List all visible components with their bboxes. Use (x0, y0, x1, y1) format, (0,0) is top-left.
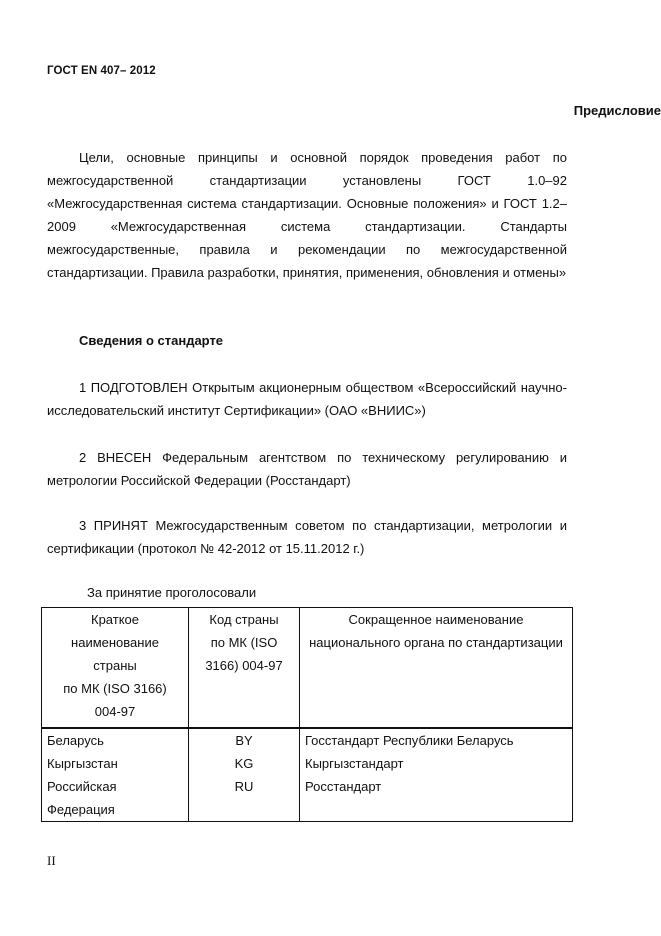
header-org-line: национального органа по стандартизации (309, 635, 563, 650)
table-row (42, 728, 573, 752)
votes-table (41, 607, 573, 822)
country-cell: Кыргызстан (42, 752, 189, 775)
foreword-title-wrap (0, 103, 661, 118)
header-org (300, 608, 573, 729)
header-country-line: страны (93, 658, 137, 673)
info-item-2: 2 ВНЕСЕН Федеральным агентством по техническому регулированию и метрологии Российской Федерации (Росстандарт) (47, 450, 567, 488)
header-country-line: Краткое (91, 612, 139, 627)
table-row (42, 752, 573, 775)
code-cell: KG (189, 752, 300, 775)
info-item-1: 1 ПОДГОТОВЛЕН Открытым акционерным обществом «Всероссийский научно-исследовательский институт Сертификации» (ОАО «ВНИИС») (47, 380, 567, 418)
votes-header-row (42, 608, 573, 729)
header-code (189, 608, 300, 729)
page-number: II (47, 853, 56, 868)
country-cell: Беларусь (42, 728, 189, 752)
table-row (42, 775, 573, 822)
info-item-3: 3 ПРИНЯТ Межгосударственным советом по стандартизации, метрологии и сертификации (протокол № 42-2012 от 15.11.2012 г.) (47, 518, 567, 556)
header-code-line: Код страны (209, 612, 279, 627)
header-country-line: наименование (71, 635, 159, 650)
header-country-line: 004-97 (94, 704, 136, 719)
header-code-line: по МК (ISO (210, 635, 278, 650)
org-cell: Росстандарт (300, 775, 573, 822)
header-country (42, 608, 189, 729)
country-cell: Российская Федерация (42, 775, 189, 822)
header-country-line: по МК (ISO 3166) (63, 681, 167, 696)
document-code: ГОСТ EN 407– 2012 (47, 65, 156, 77)
foreword-paragraph: Цели, основные принципы и основной порядок проведения работ по межгосударственной стандартизации установлены ГОСТ 1.0–92 «Межгосударственная система стандартизации. Основные положения» и ГОСТ 1.2–2009 «Межгосударственная система стандартизации. Стандарты межгосударственные, правила и рекомендации по межгосударственной стандартизации. Правила разработки, принятия, применения, обновления и отмены» (47, 150, 567, 280)
header-org-line: Сокращенное наименование (348, 612, 524, 627)
org-cell: Кыргызстандарт (300, 752, 573, 775)
standard-info-heading: Сведения о стандарте (79, 333, 224, 348)
foreword-title: Предисловие (573, 103, 661, 118)
header-code-line: 3166) 004-97 (205, 658, 283, 673)
code-cell: RU (189, 775, 300, 822)
votes-caption: За принятие проголосовали (87, 585, 257, 600)
org-cell: Госстандарт Республики Беларусь (300, 728, 573, 752)
code-cell: BY (189, 728, 300, 752)
